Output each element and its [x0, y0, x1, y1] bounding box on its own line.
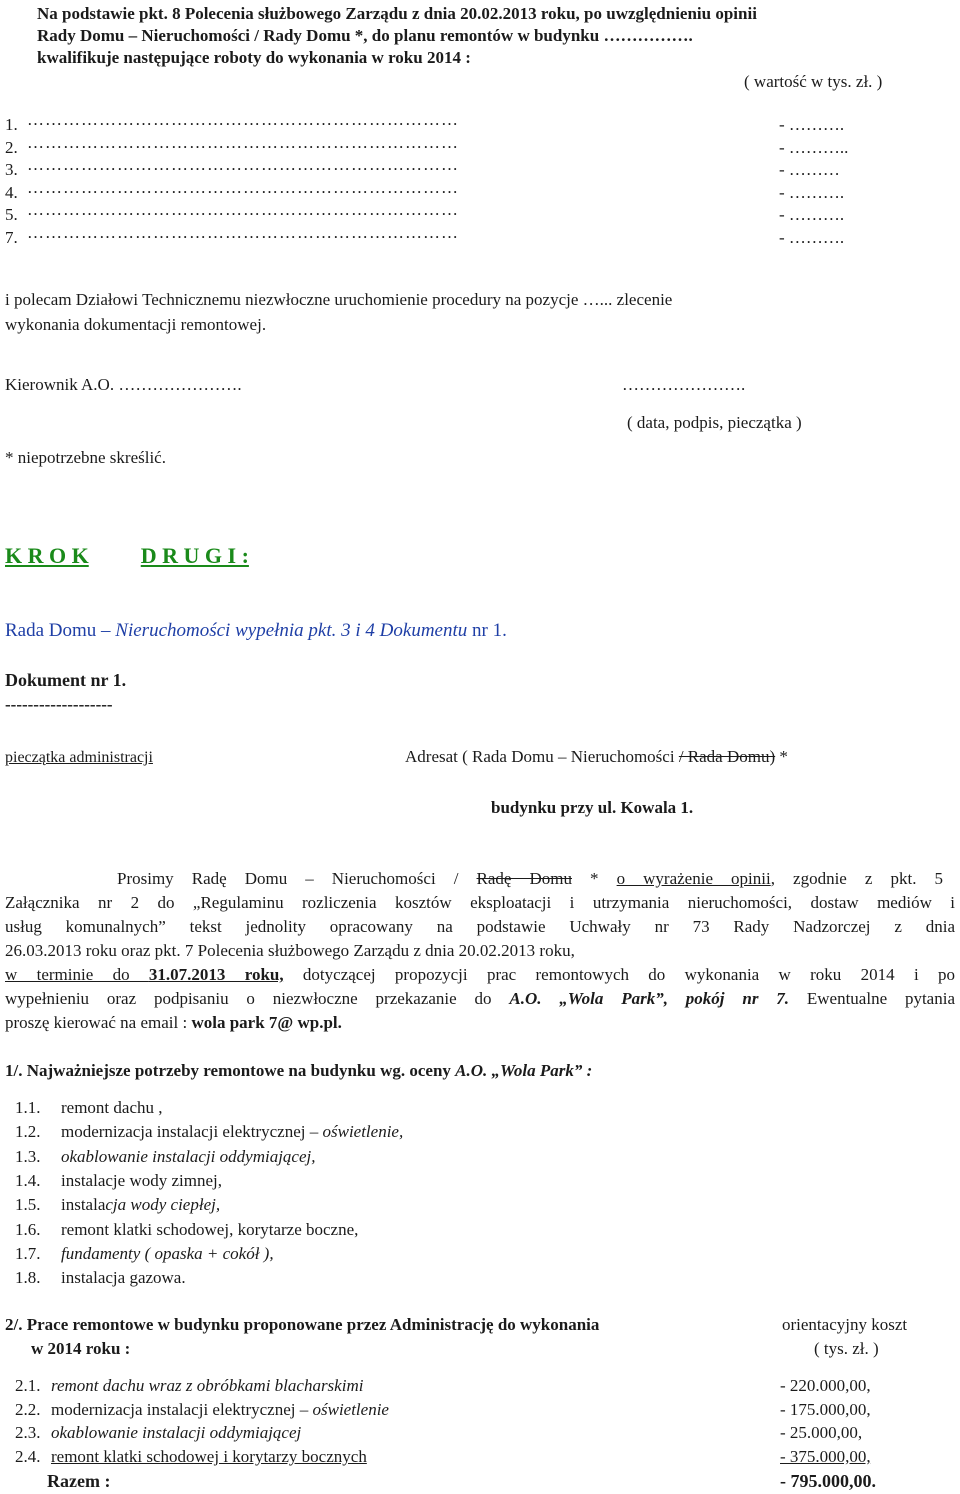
work-item-row [5, 110, 844, 135]
need-item-text: instala [61, 1195, 106, 1215]
proposed-item [15, 1447, 367, 1467]
need-item-italic-text: cja wody ciepłej, [105, 1195, 221, 1215]
work-item-number: 5. [5, 205, 18, 225]
work-item-dots: ……………………………………………………………… [27, 200, 459, 220]
building-address: budynku przy ul. Kowala 1. [491, 798, 694, 817]
work-item-row [5, 133, 848, 158]
work-item-value: - ………. [779, 228, 845, 247]
need-item [15, 1220, 358, 1240]
council-instruction: Rada Domu – Nieruchomości wypełnia pkt. 3 i 4 Dokumentu nr 1. [5, 620, 507, 641]
proposed-item-italic-text: remont dachu wraz z obróbkami blacharskimi [51, 1376, 364, 1395]
need-item-number: 1.8. [15, 1268, 41, 1288]
addressee: Adresat ( Rada Domu – Nieruchomości / Rada Domu) * [405, 747, 788, 766]
work-item-value: - ………. [779, 115, 845, 134]
cost-unit-label: ( tys. zł. ) [814, 1339, 879, 1358]
work-item-dots: ……………………………………………………………… [27, 110, 459, 129]
head-signature-label: Kierownik A.O. …………………. [5, 375, 242, 394]
procedure-line-1: i polecam Działowi Technicznemu niezwłoczne uruchomienie procedury na pozycje …... zlecenie [5, 290, 673, 309]
value-unit-label: ( wartość w tys. zł. ) [744, 72, 883, 91]
procedure-line-2: wykonania dokumentacji remontowej. [5, 315, 267, 334]
footnote: * niepotrzebne skreślić. [5, 448, 166, 467]
proposed-item-text: remont klatki schodowej i korytarzy bocznych [51, 1447, 367, 1467]
proposed-item [15, 1423, 301, 1443]
header-line-2: Rady Domu – Nieruchomości / Rady Domu *, do planu remontów w budynku ……………. [37, 26, 693, 45]
need-item-number: 1.5. [15, 1195, 41, 1215]
header-line-3: kwalifikuje następujące roboty do wykonania w roku 2014 : [37, 48, 471, 67]
work-item-row [5, 178, 844, 203]
work-item-dots: ……………………………………………………………… [27, 177, 459, 197]
need-item-text: instalacja gazowa. [61, 1268, 186, 1288]
proposed-item-number: 2.3. [15, 1423, 41, 1443]
total-value: - 795.000,00. [780, 1471, 876, 1491]
need-item-italic-text: okablowanie instalacji oddymiającej, [61, 1146, 316, 1166]
work-item-value: - ………. [779, 205, 845, 225]
body-line-2: usług komunalnych” tekst jednolity opracowany na podstawie Uchwały nr 73 Rady Nadzorczej z dnia [5, 917, 955, 936]
need-item-number: 1.1. [15, 1098, 41, 1117]
need-item [15, 1147, 316, 1167]
proposed-item-number: 2.4. [15, 1447, 41, 1467]
need-item-number: 1.6. [15, 1219, 41, 1239]
need-item-text: remont dachu , [61, 1098, 163, 1117]
need-item-number: 1.2. [15, 1122, 41, 1142]
step-two-title: K R O K D R U G I : [5, 543, 249, 568]
need-item-italic-text: fundamenty ( opaska + cokół ), [61, 1243, 274, 1263]
document-rule: ------------------- [5, 695, 113, 714]
work-item-dots: ……………………………………………………………… [27, 132, 459, 152]
signature-dots: …………………. [622, 375, 746, 394]
work-item-value: - ……….. [779, 137, 849, 157]
need-item [15, 1098, 163, 1118]
work-item-value: - ………. [779, 182, 845, 202]
document-title: Dokument nr 1. [5, 670, 127, 690]
work-item-number: 4. [5, 182, 18, 202]
need-item-text: instalacje wody zimnej, [61, 1170, 222, 1190]
proposed-item-cost: - 175.000,00, [780, 1399, 871, 1419]
deadline-line: w terminie do 31.07.2013 roku, dotyczącej propozycji prac remontowych do wykonania w roku 2014 i po [5, 965, 955, 984]
body-line-3: 26.03.2013 roku oraz pkt. 7 Polecenia służbowego Zarządu z dnia 20.02.2013 roku, [5, 941, 575, 960]
need-item-number: 1.3. [15, 1146, 41, 1166]
proposed-item-text: modernizacja instalacji elektrycznej – [51, 1399, 313, 1419]
need-item [15, 1195, 220, 1215]
need-item-text: modernizacja instalacji elektrycznej – [61, 1122, 323, 1142]
body-line-1: Załącznika nr 2 do „Regulaminu rozliczenia kosztów eksploatacji i utrzymania nieruchomości, dostaw mediów i [5, 893, 955, 912]
stamp-label: pieczątka administracji [5, 749, 153, 766]
need-item [15, 1268, 186, 1288]
work-item-number: 1. [5, 115, 18, 134]
work-item-row [5, 223, 844, 248]
proposed-item-cost: - 25.000,00, [780, 1423, 863, 1443]
proposed-item-italic-text: okablowanie instalacji oddymiającej [51, 1423, 302, 1443]
proposed-heading-line-1: 2/. Prace remontowe w budynku proponowane przez Administrację do wykonania [5, 1315, 600, 1334]
need-item-number: 1.4. [15, 1170, 41, 1190]
work-item-row [5, 200, 844, 225]
proposed-item [15, 1400, 389, 1420]
work-item-number: 3. [5, 160, 18, 180]
contact-email-line: proszę kierować na email : wola park 7@ wp.pl. [5, 1013, 342, 1032]
proposed-item-cost: - 375.000,00, [780, 1447, 871, 1467]
total-label: Razem : [47, 1471, 111, 1491]
work-item-value: - ……… [779, 160, 840, 180]
proposed-item-italic-text: oświetlenie [312, 1399, 389, 1419]
work-item-dots: ……………………………………………………………… [27, 155, 459, 175]
need-item-number: 1.7. [15, 1243, 41, 1263]
need-item [15, 1122, 403, 1142]
body-line-5: wypełnieniu oraz podpisaniu o niezwłoczne przekazanie do A.O. „Wola Park”, pokój nr 7. Ewentualne pytania [5, 989, 955, 1008]
proposed-item [15, 1376, 363, 1396]
proposed-heading-line-2: w 2014 roku : [31, 1339, 131, 1358]
request-line: Prosimy Radę Domu – Nieruchomości / Radę Domu * o wyrażenie opinii, zgodnie z pkt. 5 [117, 869, 944, 888]
work-item-number: 2. [5, 137, 18, 157]
work-item-number: 7. [5, 228, 18, 247]
work-item-row [5, 155, 840, 180]
header-line-1: Na podstawie pkt. 8 Polecenia służbowego Zarządu z dnia 20.02.2013 roku, po uwzględnieniu opinii [37, 4, 757, 23]
needs-heading: 1/. Najważniejsze potrzeby remontowe na budynku wg. oceny A.O. „Wola Park” : [5, 1061, 593, 1080]
proposed-item-number: 2.1. [15, 1376, 41, 1395]
proposed-item-number: 2.2. [15, 1399, 41, 1419]
work-item-dots: ……………………………………………………………… [27, 223, 459, 242]
need-item [15, 1171, 222, 1191]
need-item-text: remont klatki schodowej, korytarze boczne, [61, 1219, 359, 1239]
need-item-italic-text: oświetlenie, [322, 1122, 404, 1142]
need-item [15, 1244, 274, 1264]
cost-label: orientacyjny koszt [782, 1315, 908, 1334]
signature-caption: ( data, podpis, pieczątka ) [627, 413, 802, 432]
proposed-item-cost: - 220.000,00, [780, 1376, 871, 1395]
